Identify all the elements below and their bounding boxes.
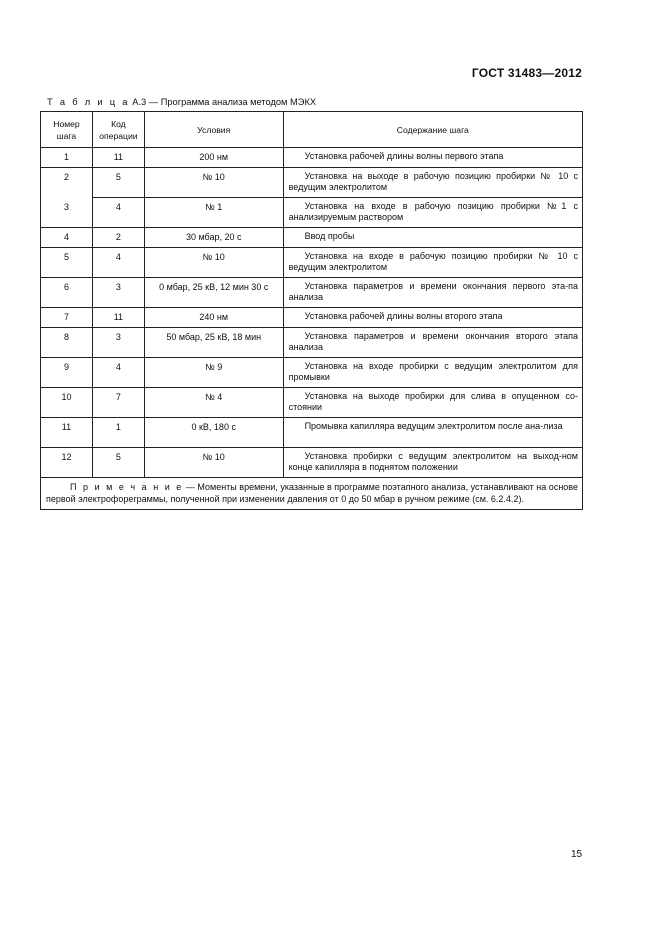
content-cell: Промывка капилляра ведущим электролитом после ана-лиза	[283, 418, 582, 448]
table-note-row	[41, 478, 583, 510]
step-cell: 10	[41, 388, 93, 418]
table-note	[41, 478, 583, 510]
step-cell: 7	[41, 308, 93, 328]
conditions-cell: № 4	[144, 388, 283, 418]
conditions-cell: № 10	[144, 168, 283, 198]
table-row	[41, 148, 583, 168]
content-cell: Установка рабочей длины волны второго этапа	[283, 308, 582, 328]
step-cell: 11	[41, 418, 93, 448]
table-row	[41, 418, 583, 448]
content-cell: Установка на выходе пробирки для слива в опущенном со-стоянии	[283, 388, 582, 418]
code-cell: 4	[92, 198, 144, 228]
step-cell: 1	[41, 148, 93, 168]
table-header-row	[41, 112, 583, 148]
content-cell: Установка параметров и времени окончания второго этапа анализа	[283, 328, 582, 358]
table-row	[41, 228, 583, 248]
caption-label: Т а б л и ц а	[47, 97, 130, 107]
conditions-cell: 240 нм	[144, 308, 283, 328]
table-row	[41, 168, 583, 198]
header-conditions: Условия	[144, 112, 283, 148]
code-cell: 1	[92, 418, 144, 448]
step-cell: 3	[41, 198, 93, 228]
code-cell: 11	[92, 308, 144, 328]
table-row	[41, 278, 583, 308]
code-cell: 2	[92, 228, 144, 248]
header-op-code: Код операции	[92, 112, 144, 148]
conditions-cell: 0 кВ, 180 с	[144, 418, 283, 448]
step-cell: 5	[41, 248, 93, 278]
conditions-cell: № 10	[144, 248, 283, 278]
table-row	[41, 388, 583, 418]
step-cell: 4	[41, 228, 93, 248]
table-caption	[47, 97, 316, 107]
conditions-cell: № 10	[144, 448, 283, 478]
content-cell: Установка на входе в рабочую позицию пробирки №1 с анализируемым раствором	[283, 198, 582, 228]
header-content: Содержание шага	[283, 112, 582, 148]
table-row	[41, 198, 583, 228]
table-row	[41, 448, 583, 478]
table-row	[41, 358, 583, 388]
step-cell: 12	[41, 448, 93, 478]
conditions-cell: № 9	[144, 358, 283, 388]
conditions-cell: 0 мбар, 25 кВ, 12 мин 30 с	[144, 278, 283, 308]
code-cell: 3	[92, 328, 144, 358]
code-cell: 5	[92, 448, 144, 478]
code-cell: 4	[92, 358, 144, 388]
step-cell: 6	[41, 278, 93, 308]
note-label: П р и м е ч а н и е	[70, 482, 184, 492]
code-cell: 3	[92, 278, 144, 308]
header-step-no: Номер шага	[41, 112, 93, 148]
step-cell: 8	[41, 328, 93, 358]
table-row	[41, 308, 583, 328]
table-row	[41, 248, 583, 278]
analysis-program-table	[40, 111, 583, 510]
content-cell: Установка на входе в рабочую позицию пробирки № 10 с ведущим электролитом	[283, 248, 582, 278]
content-cell: Установка на входе пробирки с ведущим электролитом для промывки	[283, 358, 582, 388]
conditions-cell: 50 мбар, 25 кВ, 18 мин	[144, 328, 283, 358]
code-cell: 11	[92, 148, 144, 168]
code-cell: 4	[92, 248, 144, 278]
standard-number: ГОСТ 31483—2012	[471, 66, 582, 80]
content-cell: Установка параметров и времени окончания первого эта-па анализа	[283, 278, 582, 308]
content-cell: Установка пробирки с ведущим электролитом на выход-ном конце капилляра в поднятом положении	[283, 448, 582, 478]
conditions-cell: № 1	[144, 198, 283, 228]
conditions-cell: 30 мбар, 20 с	[144, 228, 283, 248]
content-cell: Установка рабочей длины волны первого этапа	[283, 148, 582, 168]
page-number: 15	[571, 849, 583, 860]
content-cell: Установка на выходе в рабочую позицию пробирки № 10 с ведущим электролитом	[283, 168, 582, 198]
code-cell: 7	[92, 388, 144, 418]
content-cell: Ввод пробы	[283, 228, 582, 248]
step-cell: 9	[41, 358, 93, 388]
caption-text: А.3 — Программа анализа методом МЭКХ	[129, 97, 317, 107]
step-cell: 2	[41, 168, 93, 198]
code-cell: 5	[92, 168, 144, 198]
note-text: — Моменты времени, указанные в программе поэтапного анализа, устанавливают на основе первой электрофореграммы, полученной при изменении давления от 0 до 50 мбар в ручном режиме (см. 6.2.4.2).	[46, 482, 578, 504]
table-row	[41, 328, 583, 358]
conditions-cell: 200 нм	[144, 148, 283, 168]
